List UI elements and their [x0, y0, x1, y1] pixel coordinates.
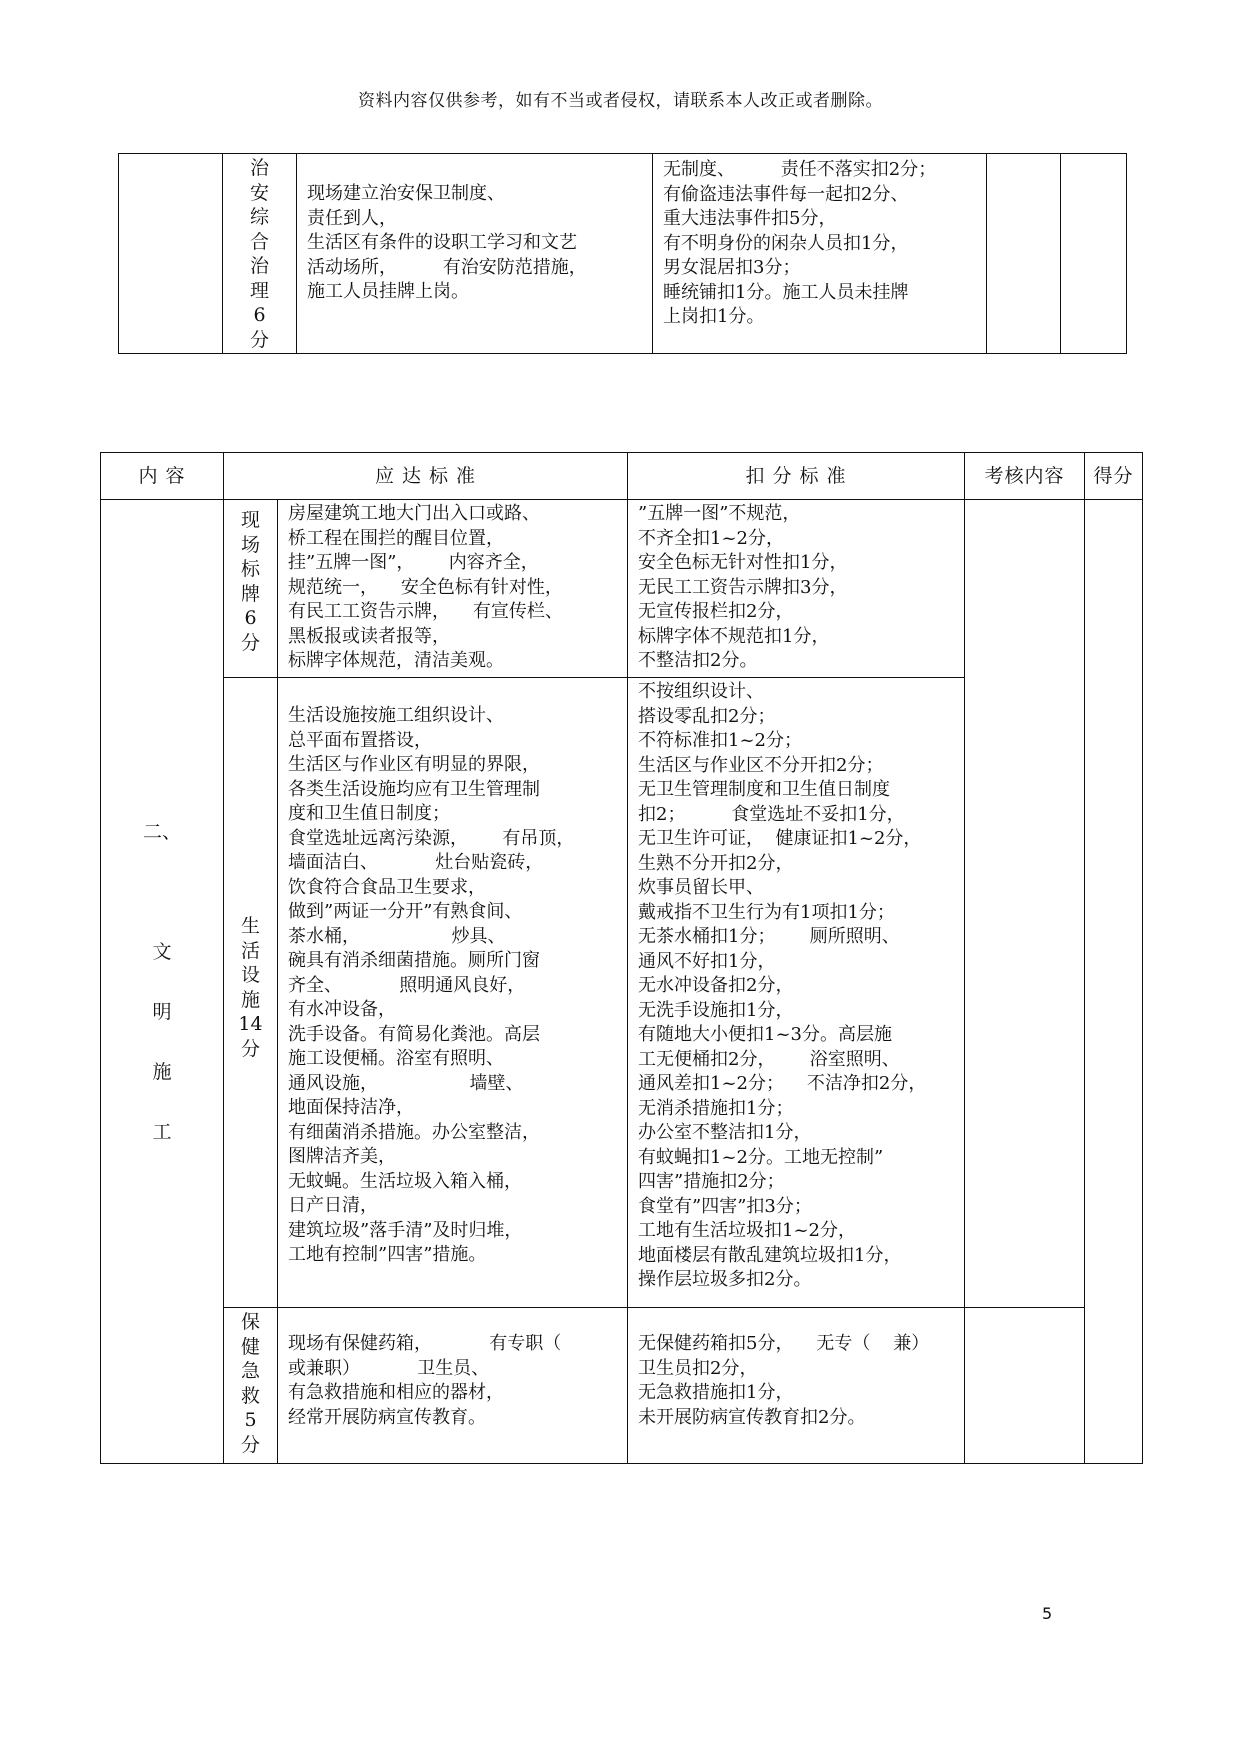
standard-text: 生活设施按施工组织设计、 总平面布置搭设， 生活区与作业区有明显的界限， 各类生活设施均应有卫生管理制 度和卫生值日制度； 食堂选址远离污染源， 有吊顶， 墙面洁白、 灶台贴瓷砖， 饮食符合食品卫生要求， 做到”两证一分开”有熟食间、 茶水桶， 炒具、 碗具有消杀细菌措施。厕所门窗 齐全、 照明通风良好， 有水冲设备， 洗手设备。有简易化粪池。高层 施工设便桶。浴室有照明、 通风设施， 墙壁、 地面保持洁净， 有细菌消杀措施。办公室整洁， 图牌洁齐美， 无蚊蝇。生活垃圾入箱入桶， 日产日清， 建筑垃圾”落手清”及时归堆， 工地有控制”四害”措施。: [288, 705, 575, 1265]
page-number: 5: [1042, 1604, 1053, 1623]
item-label: 保 健 急 救 5 分: [240, 1311, 260, 1456]
item-label-cell: [224, 500, 278, 678]
civilized-construction-table: [100, 452, 1143, 1464]
item-label-cell: [223, 154, 297, 354]
header-review: 考核内容: [965, 453, 1085, 500]
header-deduction: 扣 分 标 准: [628, 453, 965, 500]
standard-cell: [278, 1308, 628, 1464]
header-note: 资料内容仅供参考，如有不当或者侵权，请联系本人改正或者删除。: [358, 91, 883, 111]
deduction-text: 无制度、 责任不落实扣2分； 有偷盗违法事件每一起扣2分、 重大违法事件扣5分， 有不明身份的闲杂人员扣1分， 男女混居扣3分； 睡统铺扣1分。施工人员未挂牌 上岗扣1分。: [663, 159, 937, 327]
table-row: [119, 154, 1127, 354]
deduction-text: 不按组织设计、 搭设零乱扣2分； 不符标准扣1~2分； 生活区与作业区不分开扣2分； 无卫生管理制度和卫生值日制度 扣2； 食堂选址不妥扣1分， 无卫生许可证， 健康证扣1~2分， 生熟不分开扣2分， 炊事员留长甲、 戴戒指不卫生行为有1项扣1分； 无茶水桶扣1分； 厕所照明、 通风不好扣1分， 无水冲设备扣2分， 无洗手设施扣1分， 有随地大小便扣1~3分。高层施 工无便桶扣2分， 浴室照明、 通风差扣1~2分； 不洁净扣2分， 无消杀措施扣1分； 办公室不整洁扣1分， 有蚊蝇扣1~2分。工地无控制” 四害”措施扣2分； 食堂有”四害”扣3分； 工地有生活垃圾扣1~2分， 地面楼层有散乱建筑垃圾扣1分， 操作层垃圾多扣2分。: [638, 681, 927, 1290]
security-table: [118, 153, 1127, 354]
header-standard: 应 达 标 准: [224, 453, 628, 500]
review-cell: [987, 154, 1061, 354]
item-label: 现 场 标 牌 6 分: [240, 509, 260, 654]
content-cell-empty: [119, 154, 223, 354]
item-label-cell: [224, 678, 278, 1308]
deduction-text: 无保健药箱扣5分， 无专（ 兼） 卫生员扣2分， 无急救措施扣1分， 未开展防病宣传教育扣2分。: [638, 1333, 930, 1428]
table-row: [101, 500, 1143, 678]
item-label: 治 安 综 合 治 理 6 分: [249, 157, 269, 351]
standard-cell: [278, 500, 628, 678]
standard-text: 现场有保健药箱， 有专职（ 或兼职） 卫生员、 有急救措施和相应的器材， 经常开展防病宣传教育。: [288, 1333, 562, 1428]
deduction-cell: [628, 500, 965, 678]
item-label-cell: [224, 1308, 278, 1464]
standard-cell: [297, 154, 653, 354]
score-cell: [1061, 154, 1127, 354]
item-label: 生 活 设 施 14 分: [238, 915, 263, 1060]
header-content: 内 容: [101, 453, 224, 500]
score-cell: [1085, 500, 1143, 1464]
header-score: 得分: [1085, 453, 1143, 500]
deduction-cell: [653, 154, 987, 354]
deduction-cell: [628, 678, 965, 1308]
section-label: 二、 文 明 施 工: [101, 500, 224, 1464]
review-cell: [965, 1308, 1085, 1464]
review-cell: [965, 500, 1085, 1308]
standard-text: 房屋建筑工地大门出入口或路、 桥工程在围拦的醒目位置， 挂”五牌一图”， 内容齐全， 规范统一， 安全色标有针对性， 有民工工资告示牌， 有宣传栏、 黑板报或读者报等， 标牌字体规范，清洁美观。: [288, 503, 563, 671]
deduction-cell: [628, 1308, 965, 1464]
header-row: [101, 453, 1143, 500]
standard-text: 现场建立治安保卫制度、 责任到人， 生活区有条件的设职工学习和文艺 活动场所， 有治安防范措施， 施工人员挂牌上岗。: [307, 183, 587, 302]
deduction-text: ”五牌一图”不规范， 不齐全扣1~2分， 安全色标无针对性扣1分， 无民工工资告示牌扣3分， 无宣传报栏扣2分， 标牌字体不规范扣1分， 不整洁扣2分。: [638, 503, 848, 671]
standard-cell: [278, 678, 628, 1308]
table-row: [101, 1308, 1143, 1464]
